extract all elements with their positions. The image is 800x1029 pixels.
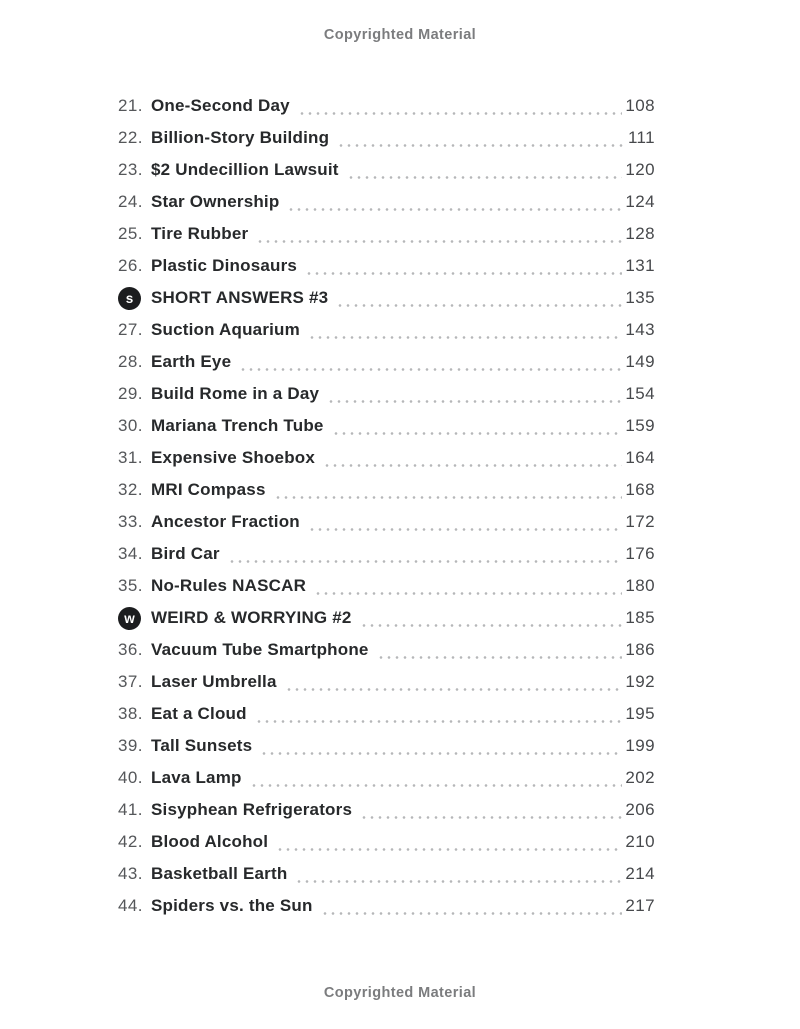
entry-title: Tall Sunsets <box>151 736 253 755</box>
dot-leader <box>305 272 622 275</box>
toc-entry <box>118 314 655 346</box>
toc-entry <box>118 634 655 666</box>
entry-page-number: 143 <box>625 320 655 339</box>
entry-page-number: 210 <box>625 832 655 851</box>
entry-page-number: 199 <box>625 736 655 755</box>
toc-entry <box>118 90 655 122</box>
entry-number: 37. <box>118 672 143 691</box>
entry-number: 24. <box>118 192 143 211</box>
toc-entry <box>118 602 655 634</box>
toc-entry <box>118 730 655 762</box>
entry-title: Tire Rubber <box>151 224 249 243</box>
dot-leader <box>250 784 623 787</box>
entry-page-number: 168 <box>625 480 655 499</box>
toc-entry <box>118 826 655 858</box>
dot-leader <box>377 656 623 659</box>
dot-leader <box>327 400 622 403</box>
toc-entry <box>118 570 655 602</box>
dot-leader <box>255 720 623 723</box>
toc-entry <box>118 346 655 378</box>
entry-title: Build Rome in a Day <box>151 384 320 403</box>
entry-page-number: 159 <box>625 416 655 435</box>
dot-leader <box>336 304 622 307</box>
entry-page-number: 214 <box>625 864 655 883</box>
entry-title: Star Ownership <box>151 192 280 211</box>
dot-leader <box>298 112 623 115</box>
entry-title: Plastic Dinosaurs <box>151 256 298 275</box>
entry-number: 22. <box>118 128 143 147</box>
entry-page-number: 149 <box>625 352 655 371</box>
dot-leader <box>276 848 622 851</box>
dot-leader <box>274 496 623 499</box>
entry-page-number: 135 <box>625 288 655 307</box>
entry-page-number: 186 <box>625 640 655 659</box>
entry-number: 32. <box>118 480 143 499</box>
dot-leader <box>323 464 622 467</box>
dot-leader <box>256 240 622 243</box>
toc-entry <box>118 474 655 506</box>
toc-entry <box>118 666 655 698</box>
dot-leader <box>308 528 623 531</box>
entry-number: 41. <box>118 800 143 819</box>
dot-leader <box>337 144 625 147</box>
entry-page-number: 176 <box>625 544 655 563</box>
entry-number: 29. <box>118 384 143 403</box>
dot-leader <box>332 432 623 435</box>
dot-leader <box>314 592 622 595</box>
toc-entry <box>118 506 655 538</box>
entry-number: 38. <box>118 704 143 723</box>
toc-entry <box>118 378 655 410</box>
entry-number: 42. <box>118 832 143 851</box>
entry-title: Laser Umbrella <box>151 672 277 691</box>
table-of-contents <box>118 90 655 922</box>
entry-title: Eat a Cloud <box>151 704 247 723</box>
entry-title: No-Rules NASCAR <box>151 576 307 595</box>
dot-leader <box>239 368 622 371</box>
entry-page-number: 180 <box>625 576 655 595</box>
dot-leader <box>360 624 623 627</box>
toc-entry <box>118 218 655 250</box>
entry-title: Lava Lamp <box>151 768 242 787</box>
entry-page-number: 164 <box>625 448 655 467</box>
entry-page-number: 192 <box>625 672 655 691</box>
entry-page-number: 108 <box>625 96 655 115</box>
entry-number: 34. <box>118 544 143 563</box>
entry-page-number: 206 <box>625 800 655 819</box>
toc-entry <box>118 890 655 922</box>
entry-number: 31. <box>118 448 143 467</box>
entry-page-number: 131 <box>625 256 655 275</box>
dot-leader <box>285 688 623 691</box>
toc-entry <box>118 250 655 282</box>
toc-entry <box>118 858 655 890</box>
entry-title: Mariana Trench Tube <box>151 416 324 435</box>
entry-title: Earth Eye <box>151 352 232 371</box>
entry-page-number: 120 <box>625 160 655 179</box>
entry-number: 44. <box>118 896 143 915</box>
toc-entry <box>118 410 655 442</box>
entry-title: Blood Alcohol <box>151 832 269 851</box>
entry-number: 21. <box>118 96 143 115</box>
entry-page-number: 172 <box>625 512 655 531</box>
entry-number: 43. <box>118 864 143 883</box>
entry-page-number: 124 <box>625 192 655 211</box>
copyright-notice-bottom: Copyrighted Material <box>323 985 477 1001</box>
toc-entry <box>118 442 655 474</box>
toc-entry <box>118 186 655 218</box>
entry-title: Basketball Earth <box>151 864 288 883</box>
dot-leader <box>295 880 622 883</box>
dot-leader <box>347 176 623 179</box>
entry-page-number: 185 <box>625 608 655 627</box>
entry-title: Ancestor Fraction <box>151 512 300 531</box>
toc-entry <box>118 122 655 154</box>
entry-number: 23. <box>118 160 143 179</box>
entry-page-number: 111 <box>627 128 655 147</box>
copyright-notice-top: Copyrighted Material <box>323 27 477 43</box>
dot-leader <box>308 336 622 339</box>
entry-number: 25. <box>118 224 143 243</box>
toc-entry <box>118 698 655 730</box>
entry-number: 28. <box>118 352 143 371</box>
entry-page-number: 202 <box>625 768 655 787</box>
entry-title: WEIRD & WORRYING #2 <box>151 608 352 627</box>
dot-leader <box>287 208 622 211</box>
entry-number: 33. <box>118 512 143 531</box>
entry-title: Sisyphean Refrigerators <box>151 800 353 819</box>
entry-title: Bird Car <box>151 544 220 563</box>
entry-title: Billion-Story Building <box>151 128 330 147</box>
toc-entry <box>118 538 655 570</box>
entry-number: 35. <box>118 576 143 595</box>
entry-title: Vacuum Tube Smartphone <box>151 640 369 659</box>
entry-page-number: 217 <box>625 896 655 915</box>
toc-entry <box>118 154 655 186</box>
entry-number: 27. <box>118 320 143 339</box>
dot-leader <box>260 752 622 755</box>
entry-title: Spiders vs. the Sun <box>151 896 313 915</box>
entry-number: 26. <box>118 256 143 275</box>
entry-page-number: 195 <box>625 704 655 723</box>
entry-title: MRI Compass <box>151 480 266 499</box>
entry-title: One-Second Day <box>151 96 290 115</box>
entry-title: Suction Aquarium <box>151 320 300 339</box>
entry-number: 30. <box>118 416 143 435</box>
toc-entry <box>118 762 655 794</box>
toc-entry <box>118 282 655 314</box>
dot-leader <box>228 560 623 563</box>
entry-number: 39. <box>118 736 143 755</box>
entry-number: 40. <box>118 768 143 787</box>
entry-number: 36. <box>118 640 143 659</box>
entry-title: SHORT ANSWERS #3 <box>151 288 329 307</box>
entry-title: $2 Undecillion Lawsuit <box>151 160 339 179</box>
toc-entry <box>118 794 655 826</box>
dot-leader <box>321 912 623 915</box>
entry-page-number: 154 <box>625 384 655 403</box>
entry-page-number: 128 <box>625 224 655 243</box>
section-badge-icon: w <box>118 607 141 630</box>
dot-leader <box>360 816 622 819</box>
section-badge-icon: s <box>118 287 141 310</box>
entry-title: Expensive Shoebox <box>151 448 316 467</box>
